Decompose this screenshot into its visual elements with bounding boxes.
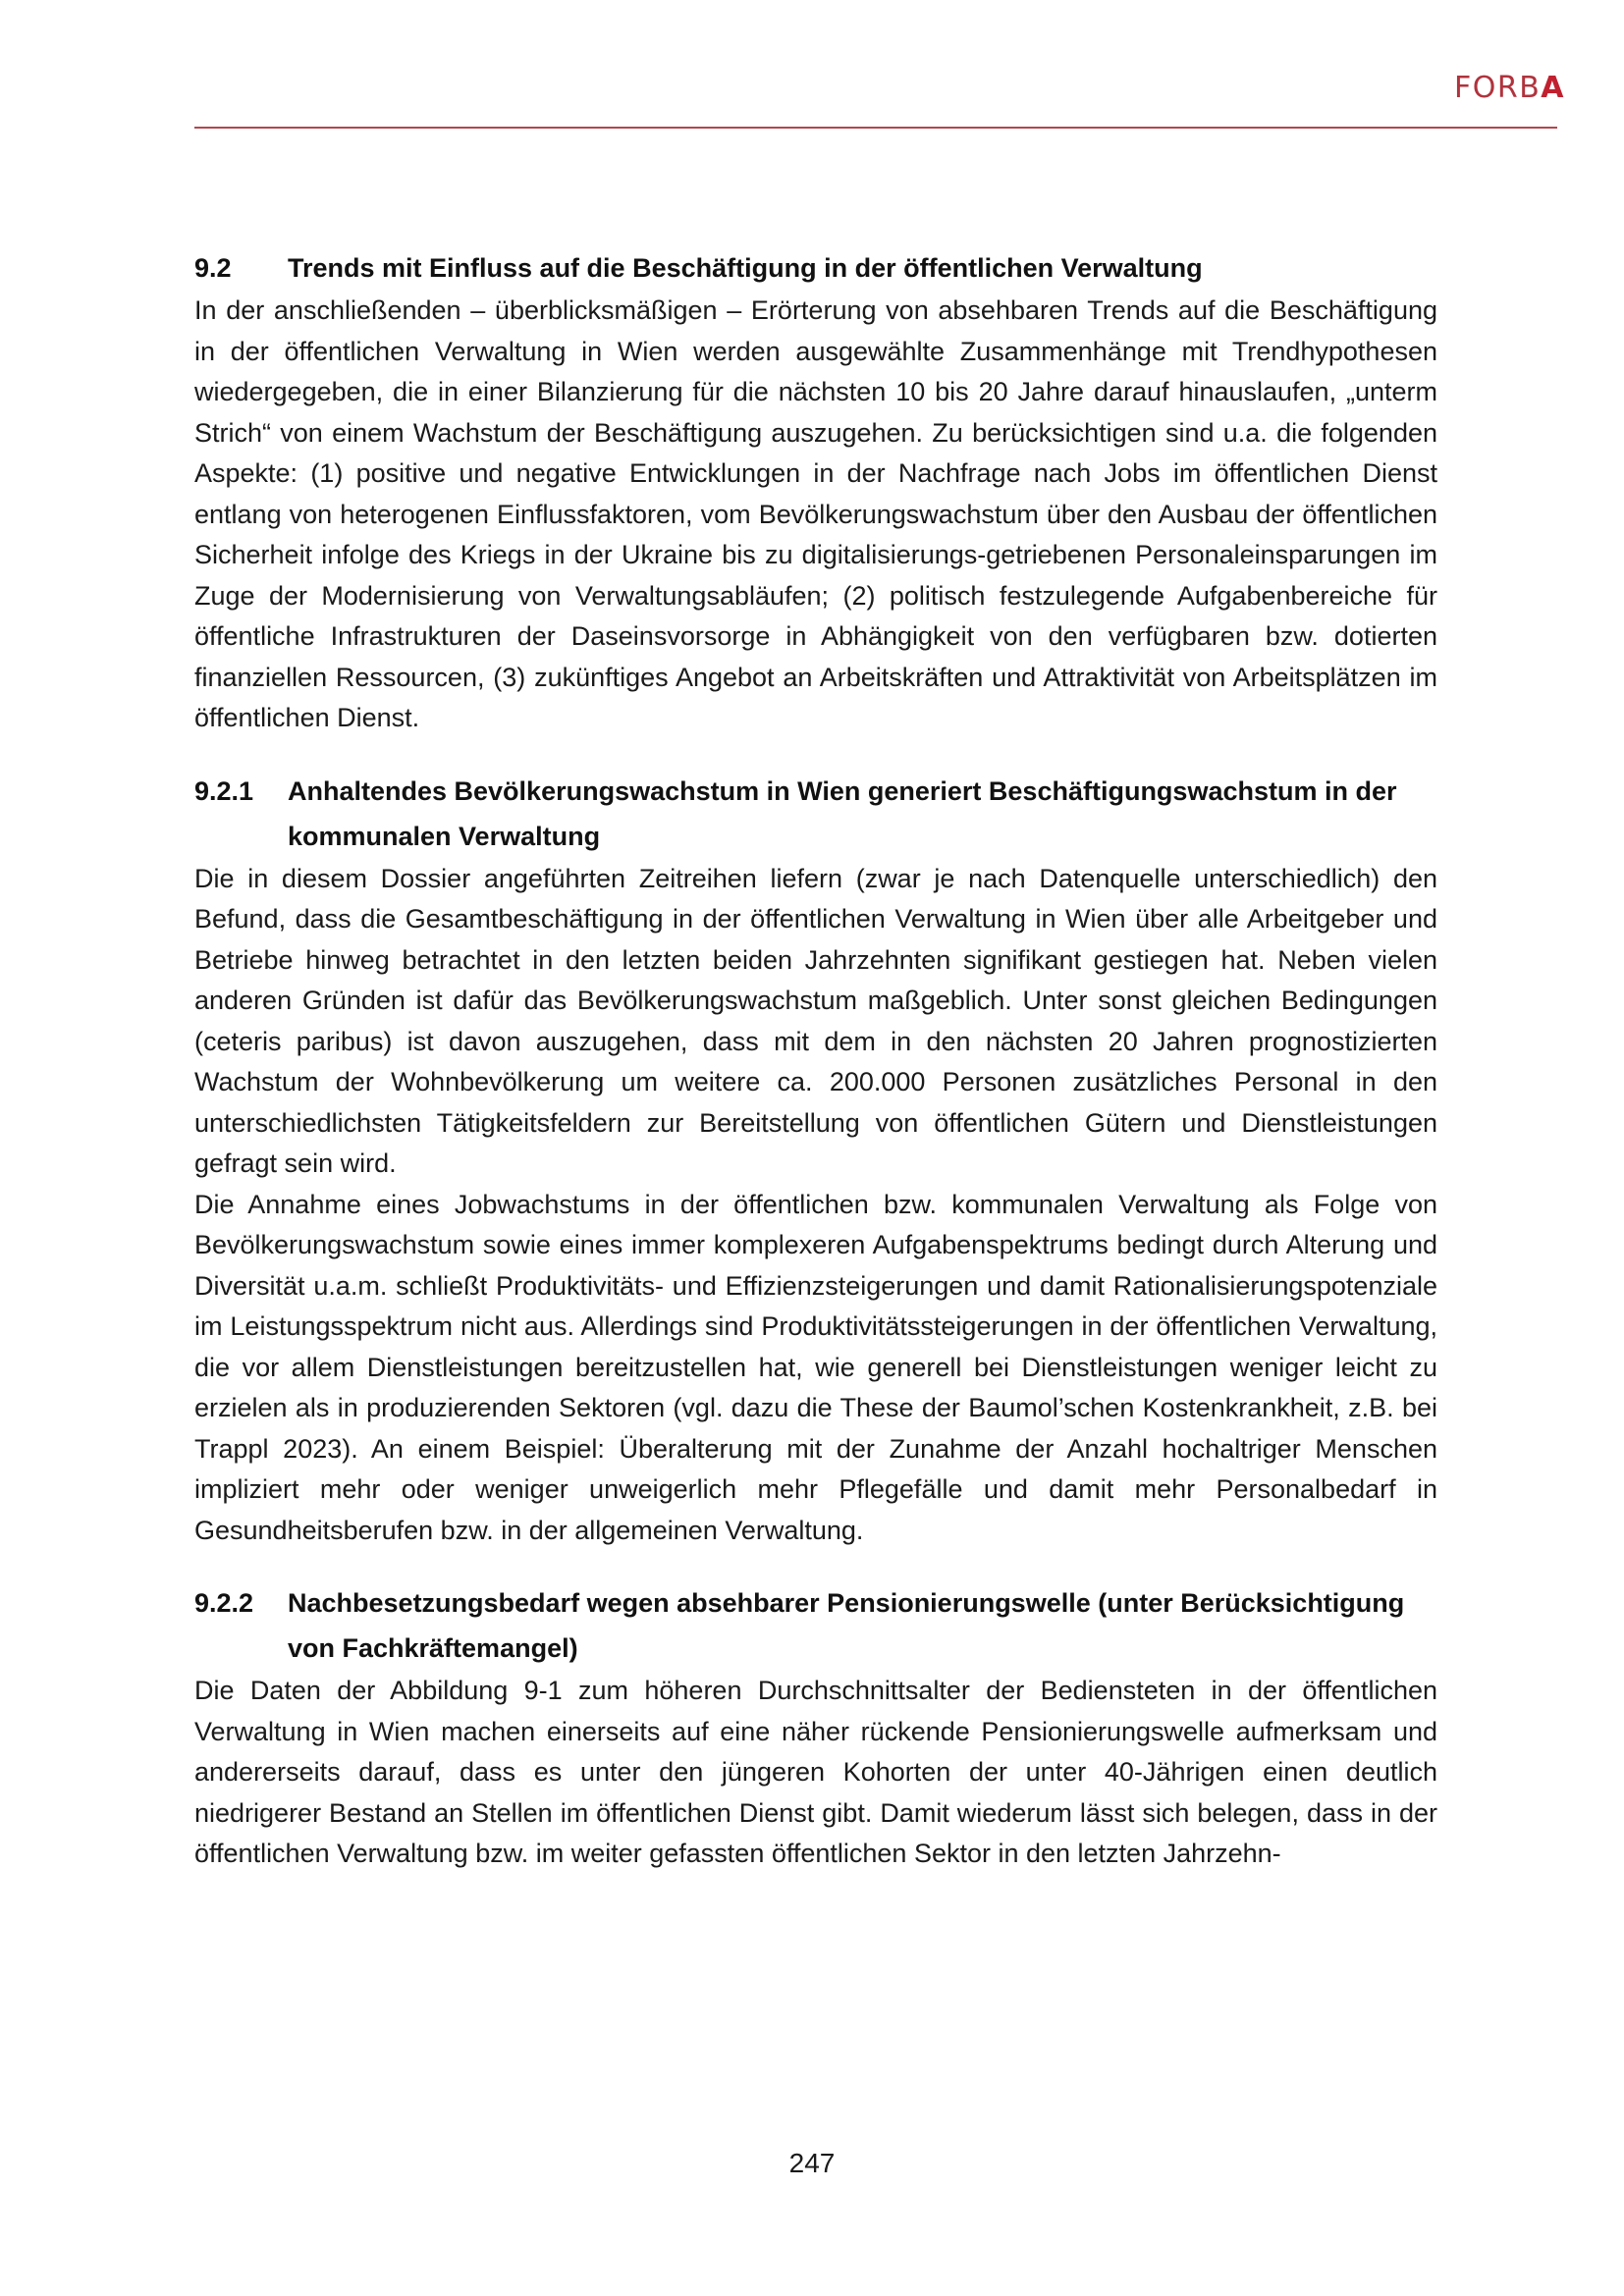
section-heading-9-2 xyxy=(194,245,1437,291)
section-title: Anhaltendes Bevölkerungswachstum in Wien generiert Beschäftigungswachstum in der kommunalen Verwaltung xyxy=(288,775,1397,851)
section-heading-9-2-1 xyxy=(194,769,1437,859)
section-number: 9.2.2 xyxy=(194,1588,254,1618)
section-title: Trends mit Einfluss auf die Beschäftigung in der öffentlichen Verwaltung xyxy=(288,253,1203,283)
section-number: 9.2.1 xyxy=(194,775,254,806)
section-number: 9.2 xyxy=(194,253,232,283)
forba-logo xyxy=(1454,71,1565,105)
logo-accent-letter: A xyxy=(1541,71,1565,105)
paragraph-9-2: In der anschließenden – überblicksmäßigen – Erörterung von absehbaren Trends auf die Beschäftigung in der öffentlichen Verwaltung in Wien werden ausgewählte Zusammenhänge mit Trendhypothesen wiedergegeben, die in einer Bilanzierung für die nächsten 10 bis 20 Jahre darauf hinauslaufen, „unterm Strich“ von einem Wachstum der Beschäftigung auszugehen. Zu berücksichtigen sind u.a. die folgenden Aspekte: (1) positive und negative Entwicklungen in der Nachfrage nach Jobs im öffentlichen Dienst entlang von heterogenen Einflussfaktoren, vom Bevölkerungswachstum über den Ausbau der öffentlichen Sicherheit infolge des Kriegs in der Ukraine bis zu digitalisierungs-getriebenen Personaleinsparungen im Zuge der Modernisierung von Verwaltungsabläufen; (2) politisch festzulegende Aufgabenbereiche für öffentliche Infrastrukturen der Daseinsvorsorge in Abhängigkeit von den verfügbaren bzw. dotierten finanziellen Ressourcen, (3) zukünftiges Angebot an Arbeitskräften und Attraktivität von Arbeitsplätzen im öffentlichen Dienst. xyxy=(194,295,1437,732)
header-divider xyxy=(194,127,1557,129)
paragraph-9-2-1-b: Die Annahme eines Jobwachstums in der öffentlichen bzw. kommunalen Verwaltung als Folge von Bevölkerungswachstum sowie eines immer komplexeren Aufgabenspektrums bedingt durch Alterung und Diversität u.a.m. schließt Produktivitäts- und Effizienzsteigerungen und damit Rationalisierungspotenziale im Leistungsspektrum nicht aus. Allerdings sind Produktivitätssteigerungen in der öffentlichen Verwaltung, die vor allem Dienstleistungen bereitzustellen hat, wie generell bei Dienstleistungen weniger leicht zu erzielen als in produzierenden Sektoren (vgl. dazu die These der Baumol’schen Kostenkrankheit, z.B. bei Trappl 2023). An einem Beispiel: Überalterung mit der Zunahme der Anzahl hochaltriger Menschen impliziert mehr oder weniger unweigerlich mehr Pflegefälle und damit mehr Personalbedarf in Gesundheitsberufen bzw. in der allgemeinen Verwaltung. xyxy=(194,1189,1437,1545)
section-title: Nachbesetzungsbedarf wegen absehbarer Pensionierungswelle (unter Berücksichtigung von Fachkräftemangel) xyxy=(288,1588,1405,1663)
paragraph-9-2-1-a: Die in diesem Dossier angeführten Zeitreihen liefern (zwar je nach Datenquelle unterschiedlich) den Befund, dass die Gesamtbeschäftigung in der öffentlichen Verwaltung in Wien über alle Arbeitgeber und Betriebe hinweg betrachtet in den letzten beiden Jahrzehnten signifikant gestiegen hat. Neben vielen anderen Gründen ist dafür das Bevölkerungswachstum maßgeblich. Unter sonst gleichen Bedingungen (ceteris paribus) ist davon auszugehen, dass mit dem in den nächsten 20 Jahren prognostizierten Wachstum der Wohnbevölkerung um weitere ca. 200.000 Personen zusätzliches Personal in den unterschiedlichsten Tätigkeitsfeldern zur Bereitstellung von öffentlichen Gütern und Dienstleistungen gefragt sein wird. xyxy=(194,863,1437,1178)
page-number: 247 xyxy=(788,2148,836,2178)
page-content xyxy=(194,245,1437,1875)
logo-text: FORB xyxy=(1453,71,1542,105)
section-heading-9-2-2 xyxy=(194,1580,1437,1671)
paragraph-9-2-2: Die Daten der Abbildung 9-1 zum höheren Durchschnittsalter der Bediensteten in der öffentlichen Verwaltung in Wien machen einerseits auf eine näher rückende Pensionierungswelle aufmerksam und andererseits darauf, dass es unter den jüngeren Kohorten der unter 40-Jährigen einen deutlich niedrigerer Bestand an Stellen im öffentlichen Dienst gibt. Damit wiederum lässt sich belegen, dass in der öffentlichen Verwaltung bzw. im weiter gefassten öffentlichen Sektor in den letzten Jahrzehn- xyxy=(194,1676,1437,1868)
